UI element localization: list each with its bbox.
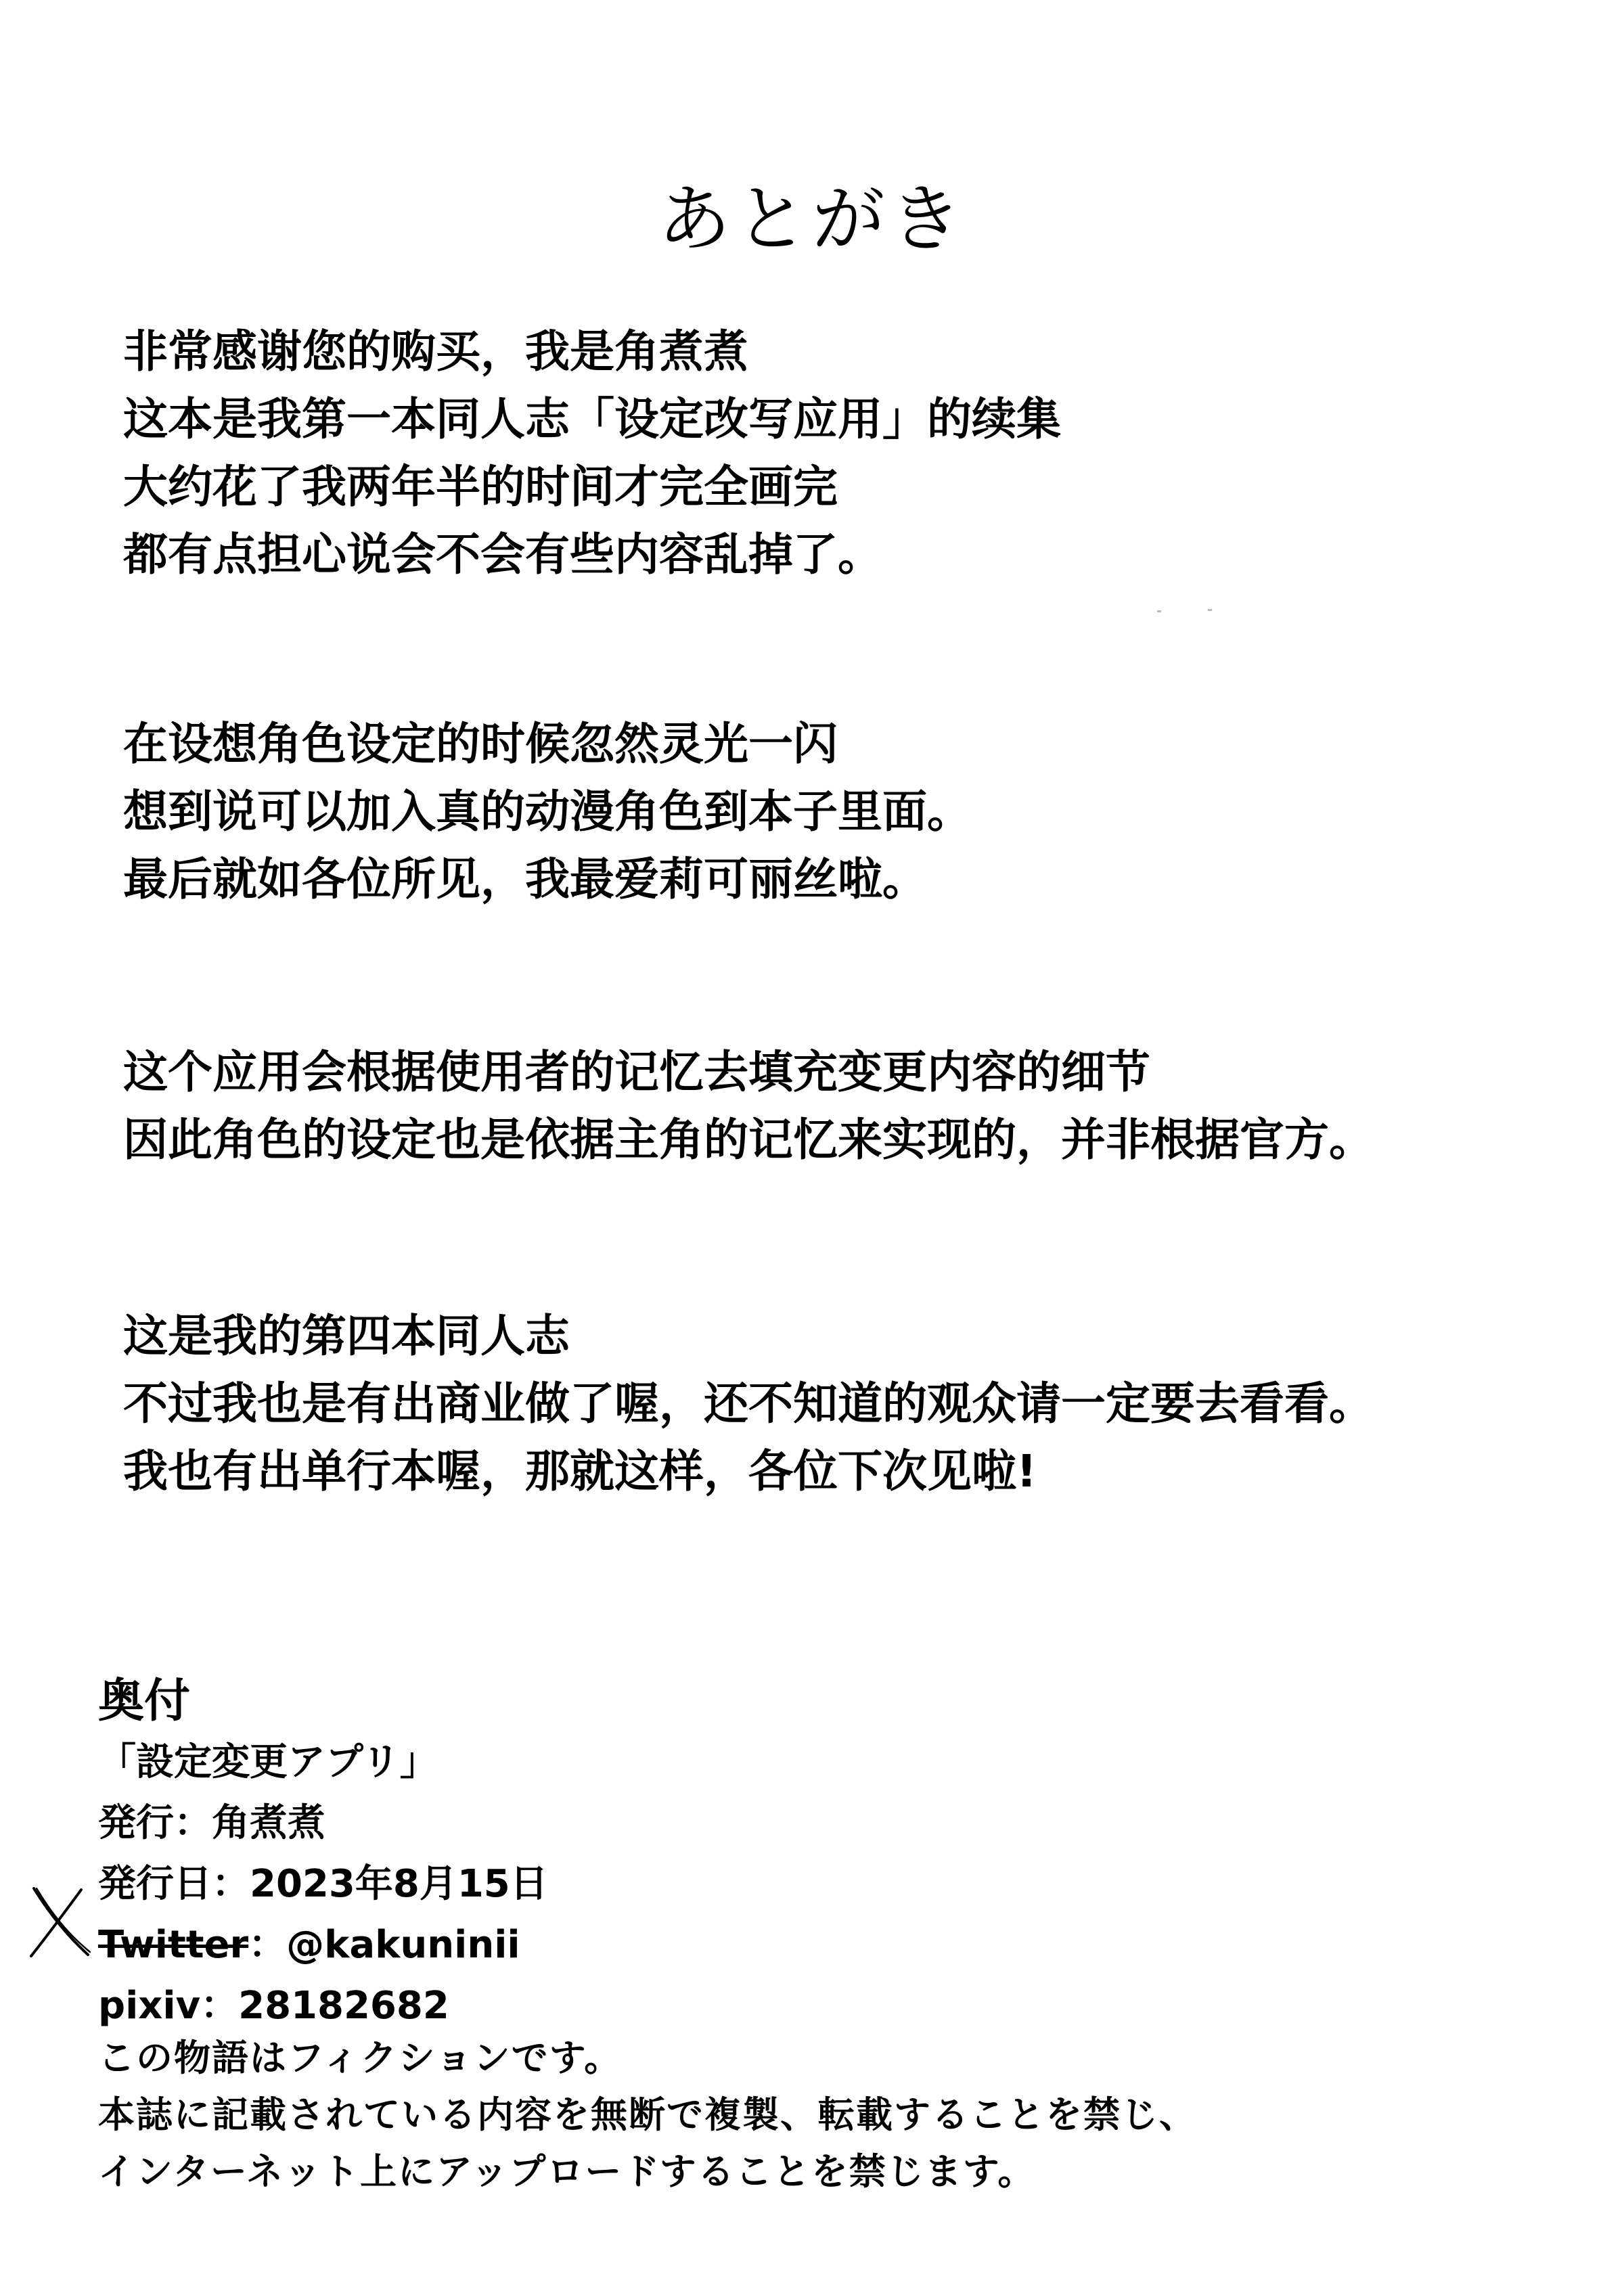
paragraph-line: 非常感谢您的购买，我是角煮煮	[123, 325, 748, 378]
afterword-paragraph-2	[123, 710, 972, 913]
afterword-paragraph-3	[123, 1039, 1374, 1174]
book-title: 「設定変更アプリ」	[98, 1740, 438, 1784]
twitter-handle: ：@kakuninii	[248, 1923, 520, 1967]
paragraph-line: 在设想角色设定的时候忽然灵光一闪	[123, 718, 838, 770]
paragraph-line: 不过我也是有出商业做了喔，还不知道的观众请一定要去看看。	[123, 1378, 1374, 1430]
notice-line: 本誌に記載されている内容を無断で複製、転載することを禁じ、	[98, 2093, 1197, 2136]
speck-mark	[1157, 610, 1161, 612]
twitter-label-struck: Twitter	[98, 1923, 249, 1967]
afterword-paragraph-1	[123, 318, 1061, 589]
page-title: あとがき	[657, 177, 966, 262]
paragraph-line: 大约花了我两年半的时间才完全画完	[123, 461, 838, 513]
colophon-heading: 奥付	[98, 1675, 191, 1728]
paragraph-line: 这是我的第四本同人志	[123, 1310, 570, 1362]
speck-mark	[1208, 609, 1212, 611]
notice-line: インターネット上にアップロードすることを禁じます。	[98, 2150, 1036, 2193]
handwritten-x-icon	[26, 1884, 93, 1959]
paragraph-line: 都有点担心说会不会有些内容乱掉了。	[123, 528, 882, 581]
paragraph-line: 想到说可以加入真的动漫角色到本子里面。	[123, 786, 972, 838]
notice-line: この物語はフィクションです。	[98, 2037, 623, 2079]
colophon	[98, 1671, 548, 2037]
publish-date-line: 発行日：2023年8月15日	[98, 1862, 548, 1906]
paragraph-line: 我也有出单行本喔，那就这样，各位下次见啦!	[123, 1445, 1037, 1497]
paragraph-line: 最后就如各位所见，我最爱莉可丽丝啦。	[123, 853, 927, 905]
pixiv-line: pixiv：28182682	[98, 1984, 449, 2028]
publisher-line: 発行：角煮煮	[98, 1801, 325, 1845]
copyright-notice	[98, 2030, 1197, 2200]
paragraph-line: 这个应用会根据使用者的记忆去填充变更内容的细节	[123, 1046, 1150, 1098]
twitter-line	[98, 1915, 548, 1976]
afterword-paragraph-4	[123, 1302, 1374, 1505]
paragraph-line: 这本是我第一本同人志「设定改写应用」的续集	[123, 393, 1061, 445]
paragraph-line: 因此角色的设定也是依据主角的记忆来实现的，并非根据官方。	[123, 1114, 1374, 1166]
